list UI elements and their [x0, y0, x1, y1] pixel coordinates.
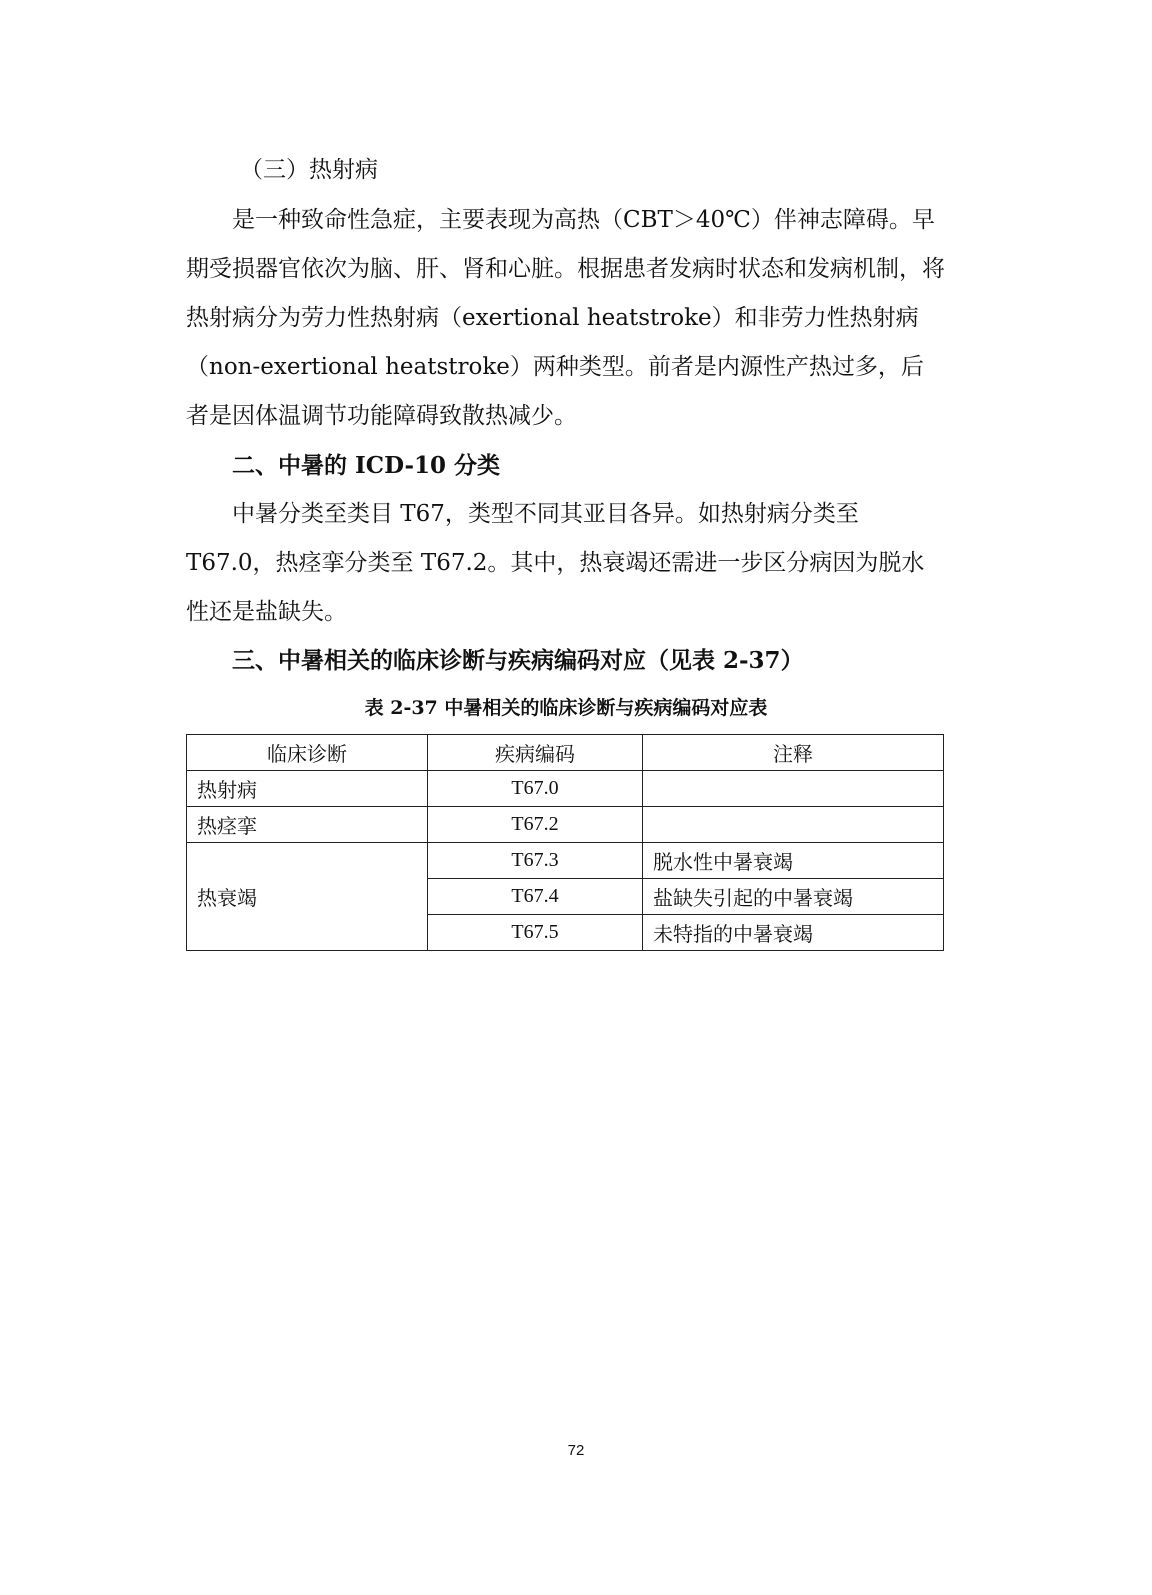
- table-row: [187, 843, 944, 879]
- table-caption: 表 2-37 中暑相关的临床诊断与疾病编码对应表: [364, 697, 768, 719]
- code-cell: T67.2: [428, 807, 643, 843]
- table-header-row: [187, 735, 944, 771]
- diagnosis-code-table: [186, 734, 944, 951]
- code-cell: T67.0: [428, 771, 643, 807]
- note-cell: 盐缺失引起的中暑衰竭: [643, 879, 944, 915]
- note-cell: 脱水性中暑衰竭: [643, 843, 944, 879]
- code-cell: T67.5: [428, 915, 643, 951]
- diagnosis-cell: 热痉挛: [187, 807, 428, 843]
- heatstroke-paragraph: 是一种致命性急症，主要表现为高热（CBT＞40℃）伴神志障碍。早期受损器官依次为脑、肝、肾和心脏。根据患者发病时状态和发病机制，将热射病分为劳力性热射病（exertional heatstroke）和非劳力性热射病（non-exertional heatstroke）两种类型。前者是内源性产热过多，后者是因体温调节功能障碍致散热减少。: [186, 207, 945, 429]
- note-cell: [643, 771, 944, 807]
- page-number: 72: [567, 1442, 585, 1459]
- diagnosis-cell: 热射病: [187, 771, 428, 807]
- note-cell: [643, 807, 944, 843]
- header-note: 注释: [643, 735, 944, 771]
- table-row: [187, 771, 944, 807]
- code-cell: T67.4: [428, 879, 643, 915]
- header-code: 疾病编码: [428, 735, 643, 771]
- section-heading-icd10: 二、中暑的 ICD-10 分类: [232, 452, 501, 479]
- code-cell: T67.3: [428, 843, 643, 879]
- table-row: [187, 807, 944, 843]
- subsection-heading: （三）热射病: [240, 157, 378, 183]
- icd10-paragraph: 中暑分类至类目 T67，类型不同其亚目各异。如热射病分类至 T67.0，热痉挛分类至 T67.2。其中，热衰竭还需进一步区分病因为脱水性还是盐缺失。: [186, 501, 925, 625]
- header-diagnosis: 临床诊断: [187, 735, 428, 771]
- section-heading-table-ref: 三、中暑相关的临床诊断与疾病编码对应（见表 2-37）: [232, 647, 804, 674]
- note-cell: 未特指的中暑衰竭: [643, 915, 944, 951]
- diagnosis-cell: 热衰竭: [187, 843, 428, 951]
